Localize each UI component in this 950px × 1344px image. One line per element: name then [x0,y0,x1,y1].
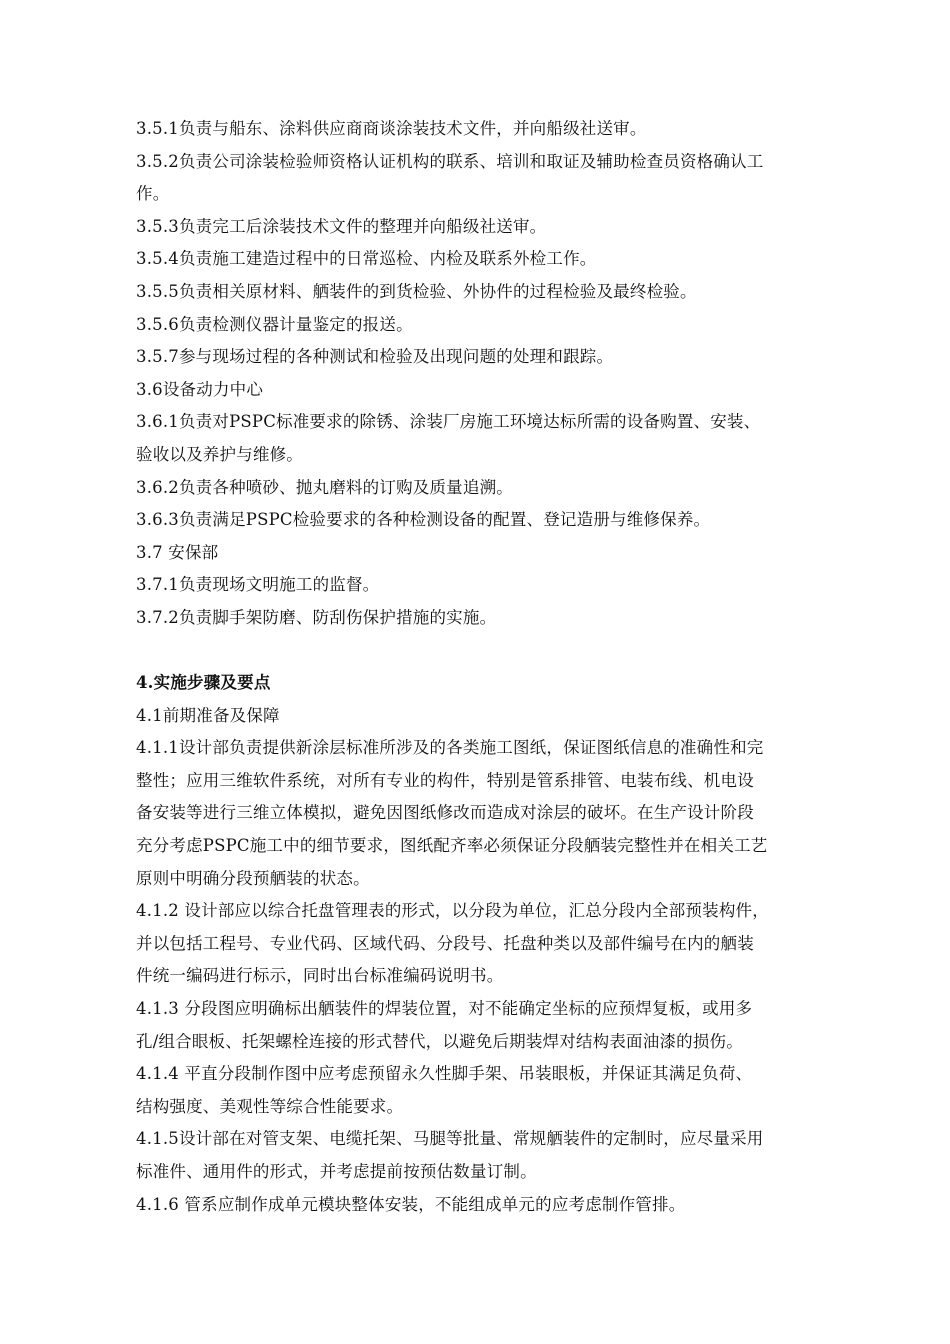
section-title: 3.7 安保部 [136,542,219,562]
text-line: 标准件、通用件的形式，并考虑提前按预估数量订制。 [136,1162,537,1181]
text-line: 4.1.4 平直分段制作图中应考虑预留永久性脚手架、吊装眼板，并保证其满足负荷、 [136,1064,753,1084]
document-body [136,113,866,1221]
text-line: 4.1.5设计部在对管支架、电缆托架、马腿等批量、常规舾装件的定制时，应尽量采用 [136,1129,764,1149]
text-line: 3.5.5负责相关原材料、舾装件的到货检验、外协件的过程检验及最终检验。 [136,281,697,301]
paragraph-spacer [136,635,866,668]
text-line: 3.5.6负责检测仪器计量鉴定的报送。 [136,314,413,334]
text-line: 4.1.3 分段图应明确标出舾装件的焊装位置，对不能确定坐标的应预焊复板，或用多 [136,999,753,1019]
text-line: 4.1.2 设计部应以综合托盘管理表的形式，以分段为单位，汇总分段内全部预装构件， [136,901,769,921]
text-line: 3.5.4负责施工建造过程中的日常巡检、内检及联系外检工作。 [136,249,597,269]
text-line: 3.6.3负责满足PSPC检验要求的各种检测设备的配置、登记造册与维修保养。 [136,510,711,530]
text-line: 备安装等进行三维立体模拟，避免因图纸修改而造成对涂层的破坏。在生产设计阶段 [136,803,754,823]
text-line: 结构强度、美观性等综合性能要求。 [136,1096,404,1116]
text-line: 4.1.6 管系应制作成单元模块整体安装，不能组成单元的应考虑制作管排。 [136,1194,686,1214]
text-line: 作。 [136,184,170,204]
text-line: 4.1.1设计部负责提供新涂层标准所涉及的各类施工图纸，保证图纸信息的准确性和完 [136,738,764,758]
text-line: 件统一编码进行标示，同时出台标准编码说明书。 [136,966,504,986]
text-line: 3.6.1负责对PSPC标准要求的除锈、涂装厂房施工环境达标所需的设备购置、安装、 [136,412,761,432]
text-line: 3.5.3负责完工后涂装技术文件的整理并向船级社送审。 [136,216,547,236]
section-title: 4.1前期准备及保障 [136,705,280,725]
text-line: 充分考虑PSPC施工中的细节要求，图纸配齐率必须保证分段舾装完整性并在相关工艺 [136,836,768,856]
text-line: 3.7.2负责脚手架防磨、防刮伤保护措施的实施。 [136,607,497,627]
text-line: 孔/组合眼板、托架螺栓连接的形式替代，以避免后期装焊对结构表面油漆的损伤。 [136,1031,743,1051]
text-line: 原则中明确分段预舾装的状态。 [136,868,370,888]
text-line: 验收以及养护与维修。 [136,444,303,464]
text-line: 3.5.2负责公司涂装检验师资格认证机构的联系、培训和取证及辅助检查员资格确认工 [136,151,764,171]
text-line: 3.5.1负责与船东、涂料供应商商谈涂装技术文件，并向船级社送审。 [136,119,647,138]
chapter-heading: 4.实施步骤及要点 [136,673,271,693]
text-line: 并以包括工程号、专业代码、区域代码、分段号、托盘种类以及部件编号在内的舾装 [136,933,754,953]
text-line: 3.7.1负责现场文明施工的监督。 [136,575,380,595]
section-title: 3.6设备动力中心 [136,379,264,399]
text-line: 3.5.7参与现场过程的各种测试和检验及出现问题的处理和跟踪。 [136,347,614,367]
text-line: 整性；应用三维软件系统，对所有专业的构件，特别是管系排管、电装布线、机电设 [136,770,754,790]
text-line: 3.6.2负责各种喷砂、抛丸磨料的订购及质量追溯。 [136,477,513,497]
